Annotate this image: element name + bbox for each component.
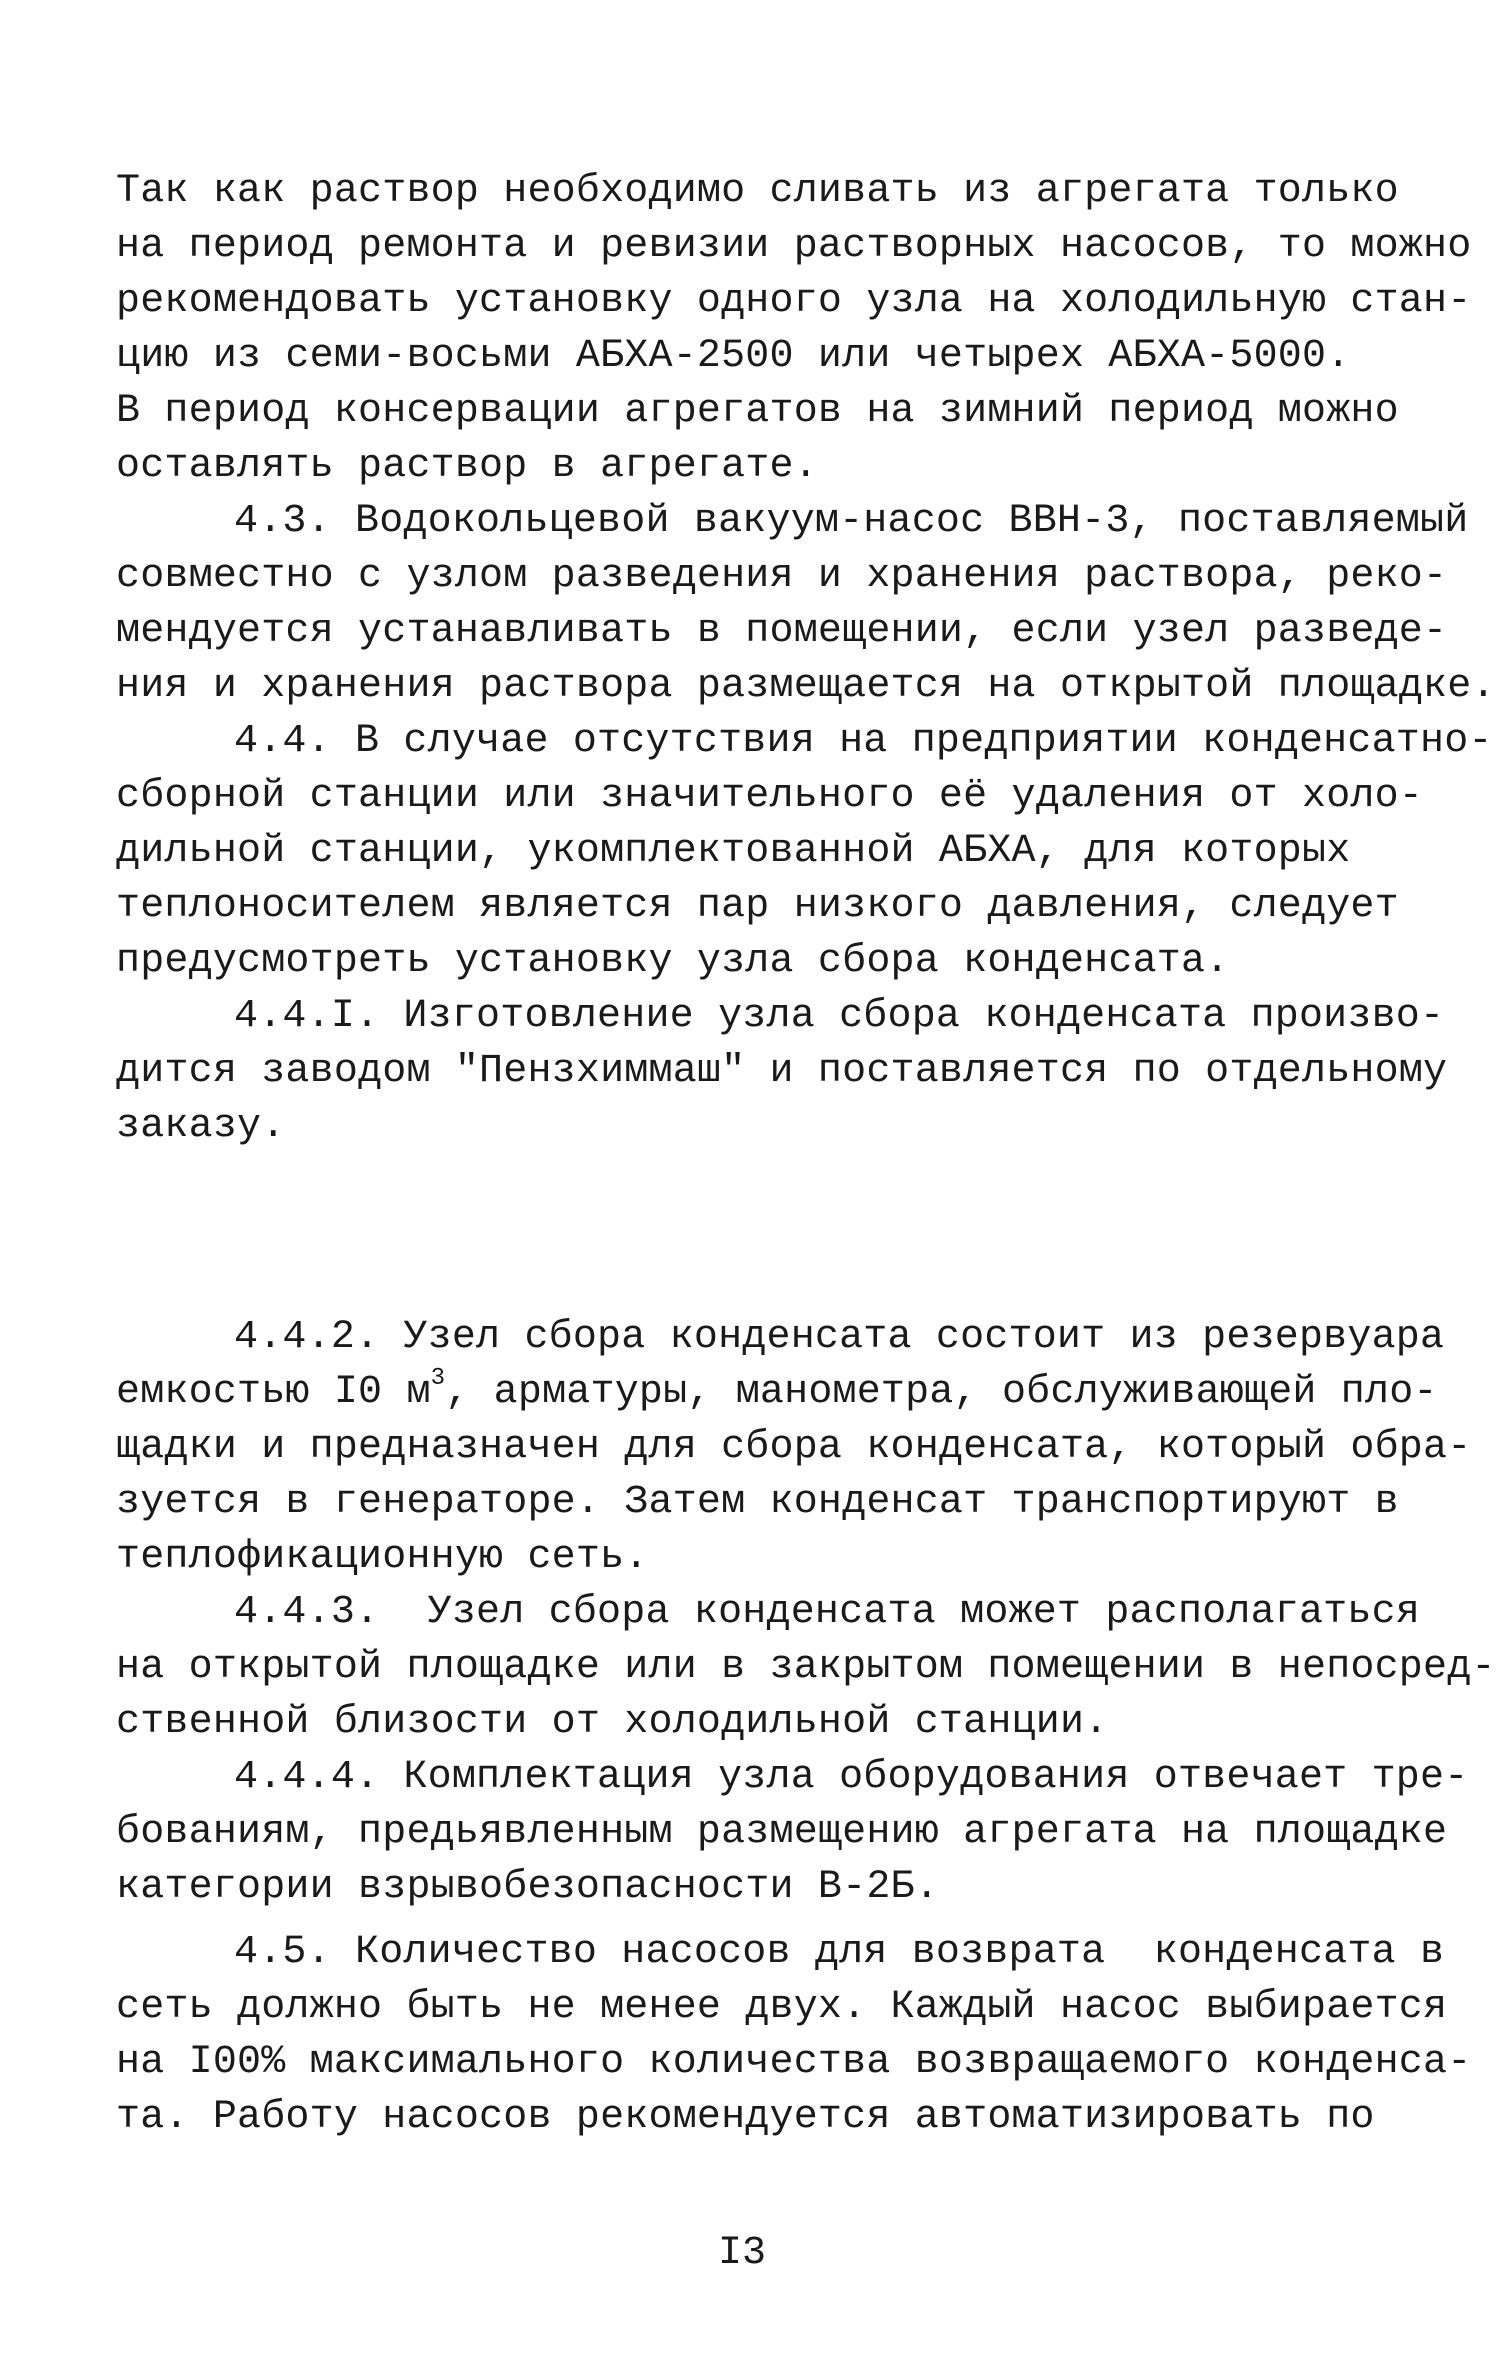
text-line: теплоносителем является пар низкого давления, следует bbox=[116, 884, 1399, 929]
text-line: Так как раствор необходимо сливать из агрегата только bbox=[116, 169, 1399, 214]
text-line: заказу. bbox=[116, 1104, 286, 1149]
text-line-with-superscript bbox=[116, 1365, 1438, 1421]
text-line: ственной близости от холодильной станции. bbox=[116, 1700, 1109, 1745]
paragraph-4-4-start: 4.4. В случае отсутствия на предприятии конденсатно- bbox=[234, 719, 1493, 764]
text-line: оставлять раствор в агрегате. bbox=[116, 444, 818, 489]
text-line: на открытой площадке или в закрытом помещении в непосред- bbox=[116, 1645, 1496, 1690]
text-line: ния и хранения раствора размещается на открытой площадке. bbox=[116, 664, 1496, 709]
text-line: теплофикационную сеть. bbox=[116, 1535, 649, 1580]
text-line: щадки и предназначен для сбора конденсата, который обра- bbox=[116, 1425, 1472, 1470]
text-line: бованиям, предьявленным размещению агрегата на площадке bbox=[116, 1810, 1448, 1855]
paragraph-4-4-3-start: 4.4.3. Узел сбора конденсата может располагаться bbox=[234, 1590, 1420, 1635]
paragraph-4-4-4-start: 4.4.4. Комплектация узла оборудования отвечает тре- bbox=[234, 1755, 1469, 1800]
text-line: мендуется устанавливать в помещении, если узел разведе- bbox=[116, 609, 1448, 654]
paragraph-4-5-start: 4.5. Количество насосов для возврата конденсата в bbox=[234, 1930, 1445, 1975]
text-line: рекомендовать установку одного узла на холодильную стан- bbox=[116, 279, 1472, 324]
superscript-cubed: 3 bbox=[430, 1364, 446, 1392]
text-line: та. Работу насосов рекомендуется автоматизировать по bbox=[116, 2095, 1375, 2140]
paragraph-4-4-1-start: 4.4.I. Изготовление узла сбора конденсата произво- bbox=[234, 994, 1445, 1039]
text-line: на период ремонта и ревизии растворных насосов, то можно bbox=[116, 224, 1472, 269]
text-line: предусмотреть установку узла сбора конденсата. bbox=[116, 939, 1230, 984]
text-line: цию из семи-восьми АБХА-2500 или четырех АБХА-5000. bbox=[116, 334, 1351, 379]
text-line: дильной станции, укомплектованной АБХА, для которых bbox=[116, 829, 1351, 874]
text-line: на I00% максимального количества возвращаемого конденса- bbox=[116, 2040, 1472, 2085]
text-fragment: емкостью I0 м bbox=[116, 1370, 431, 1415]
text-line: совместно с узлом разведения и хранения раствора, реко- bbox=[116, 554, 1448, 599]
text-line: сборной станции или значительного её удаления от холо- bbox=[116, 774, 1424, 819]
paragraph-4-4-2-start: 4.4.2. Узел сбора конденсата состоит из резервуара bbox=[234, 1315, 1445, 1360]
text-line: В период консервации агрегатов на зимний период можно bbox=[116, 389, 1399, 434]
text-line: дится заводом "Пензхиммаш" и поставляется по отдельному bbox=[116, 1049, 1448, 1094]
text-fragment: , арматуры, манометра, обслуживающей пло- bbox=[445, 1370, 1438, 1415]
text-line: категории взрывобезопасности В-2Б. bbox=[116, 1865, 939, 1910]
text-line: зуется в генераторе. Затем конденсат транспортируют в bbox=[116, 1480, 1399, 1525]
paragraph-4-3-start: 4.3. Водокольцевой вакуум-насос ВВН-3, поставляемый bbox=[234, 499, 1469, 544]
page-number: I3 bbox=[718, 2231, 767, 2276]
text-line: сеть должно быть не менее двух. Каждый насос выбирается bbox=[116, 1985, 1448, 2030]
